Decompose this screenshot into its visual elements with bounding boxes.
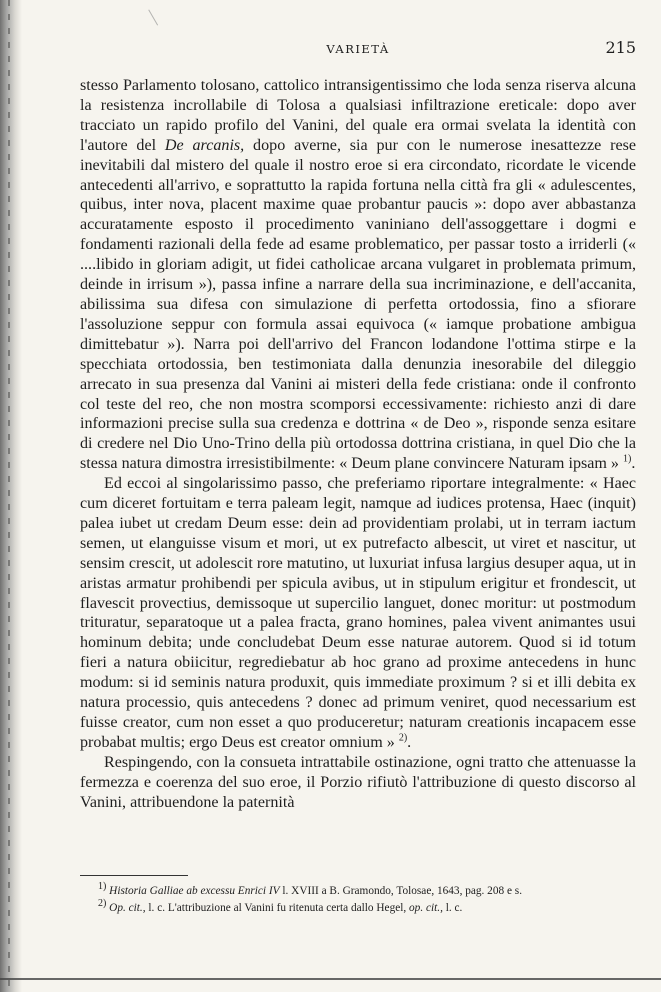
paragraph-3 (80, 753, 636, 813)
paragraph-2-end: . (407, 733, 412, 751)
running-head (80, 38, 636, 60)
footnote-1-mark: 1) (98, 881, 107, 893)
footnote-ref-1[interactable]: 1) (623, 453, 632, 465)
paragraph-1-italic-title: De arcanis, (164, 136, 245, 154)
paragraph-1 (80, 76, 636, 474)
book-binding-edge (0, 0, 22, 992)
footnote-2-ref-b: op. cit., (409, 901, 443, 914)
footnote-2-text: l. c. L'attribuzione al Vanini fu ritenuta certa dallo Hegel, (145, 901, 410, 914)
paragraph-1-text-a: stesso Parlamento tolosano, cattolico intransigentissimo che loda senza riserva alcuna la resistenza incrollabile di Tolosa a qualsiasi infiltrazione ereticale: dopo aver tracciato un rapido profilo del Vanini, del quale era ormai svelata la identità con l'autore del (80, 77, 636, 154)
footnote-rule (80, 875, 188, 876)
paragraph-2-text: Ed eccoi al singolarissimo passo, che preferiamo riportare integralmente: « Haec cum diceret fortuitam e terra paleam legit, namque ad iudices protensa, Haec (inquit) palea iubet ut credam Deum esse: dein ad providentiam prolabi, ut in terram iactum semen, ut elanguisse visum et mori, ut ex putrefacto albescit, ut viret et nascitur, ut sensim crescit, ut adolescit rore matutino, ut luxuriat infusa largius desuper aqua, ut in aristas armatur prohibendi per spicula avibus, ut in stipulum erigitur et frondescit, ut flavescit provectius, demissoque ut supercilio languet, donec moritur: ut postmodum trituratur, separatoque ut a palea fracta, grano homines, palea vivent animantes usui hominum debita; unde concludebat Deum esse naturae autorem. Quod si id totum fieri a natura obiicitur, regrediebatur ab hoc grano ad proxime antecedens in hunc modum: si id seminis natura produxit, quis immediate proximum ? si et illi debita ex natura processio, quis antecedens ? donec ad primum veniret, quod necessarium est fuisse creator, cum non esset a quo produceretur; naturam creationis incapacem esse probabat multis; ergo Deus est creator omnium » (80, 475, 636, 751)
scan-mark (148, 4, 167, 25)
footnote-2-end: l. c. (442, 901, 463, 914)
footnote-2 (80, 897, 636, 917)
body-text (80, 76, 636, 813)
footnotes (80, 883, 636, 916)
paragraph-3-text: Respingendo, con la consueta intrattabile ostinazione, ogni tratto che attenuasse la fermezza e coerenza del suo eroe, il Porzio rifiutò l'attribuzione di questo discorso al Vanini, attribuendone la paternità (80, 753, 636, 811)
footnote-2-mark: 2) (98, 897, 107, 909)
paragraph-2 (80, 474, 636, 753)
footnote-1-title: Historia Galliae ab excessu Enrici IV (109, 885, 280, 897)
footnote-2-ref-a: Op. cit., (109, 901, 146, 914)
paragraph-1-text-b: dopo averne, sia pur con le numerose inesattezze rese inevitabili dal mistero del quale il nostro eroe si era circondato, ricordate le vicende antecedenti all'arrivo, e soprattutto la rapida fortuna nella città fra gli « adulescentes, quibus, inter nova, placent maxime quae probantur paucis »: dopo aver abbastanza accuratamente esposto il procedimento vaniniano dell'assoggettare i dogmi e fondamenti razionali della fede ad esame problematico, per passar tosto a irriderli (« ....libido in gloriam adigit, ut fidei catholicae arcana vulgaret in problemata primum, deinde in irrisum »), passa infine a narrare della sua incriminazione, e dell'accanita, abilissima sua difesa con simulazione di perfetta ortodossia, fino a sfiorare l'assoluzione seppur con formula assai equivoca (« iamque probatione ambigua dimittebatur »). Narra poi dell'arrivo del Francon lodandone l'ottima stirpe e la specchiata ortodossia, ben testimoniata dalla denunzia inesorabile del dileggio arrecato in sua presenza dal Vanini ai misteri della fede cristiana: onde il confronto col teste del reo, che non mostra scomporsi eccessivamente: richiesto anzi di dare informazioni precise sulla sua credenza e dottrina « de Deo », risponde senza esitare di credere nel Dio Uno-Trino della più ortodossa dottrina cristiana, in quel Dio che la stessa natura dimostra irresistibilmente: « Deum plane convincere Naturam ipsam » (80, 136, 637, 473)
footnote-1-text: l. XVIII a B. Gramondo, Tolosae, 1643, pag. 208 e s. (279, 885, 523, 897)
running-title: VARIETÀ (326, 42, 390, 56)
paragraph-1-end: . (631, 455, 636, 473)
footnote-ref-2[interactable]: 2) (398, 732, 408, 744)
page-number: 215 (605, 38, 636, 57)
scan-bottom-edge (0, 978, 661, 980)
footnote-1 (80, 883, 636, 900)
